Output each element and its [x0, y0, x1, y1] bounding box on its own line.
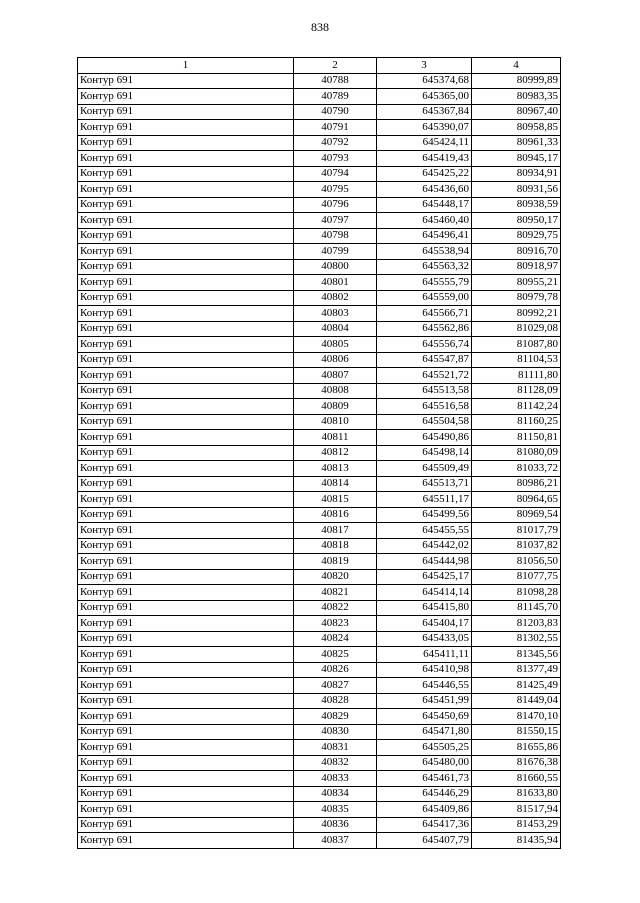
table-row	[78, 507, 561, 523]
point-number-cell: 40813	[294, 461, 377, 477]
table-row	[78, 523, 561, 539]
point-number-cell: 40828	[294, 693, 377, 709]
x-coordinate-cell: 645367,84	[377, 104, 472, 120]
table-row	[78, 554, 561, 570]
x-coordinate-cell: 645547,87	[377, 352, 472, 368]
table-row	[78, 383, 561, 399]
x-coordinate-cell: 645516,58	[377, 399, 472, 415]
contour-name-cell: Контур 691	[78, 321, 294, 337]
y-coordinate-cell: 80967,40	[472, 104, 561, 120]
y-coordinate-cell: 81676,38	[472, 755, 561, 771]
x-coordinate-cell: 645490,86	[377, 430, 472, 446]
point-number-cell: 40816	[294, 507, 377, 523]
x-coordinate-cell: 645433,05	[377, 631, 472, 647]
x-coordinate-cell: 645446,55	[377, 678, 472, 694]
contour-name-cell: Контур 691	[78, 89, 294, 105]
x-coordinate-cell: 645566,71	[377, 306, 472, 322]
contour-name-cell: Контур 691	[78, 306, 294, 322]
y-coordinate-cell: 81080,09	[472, 445, 561, 461]
x-coordinate-cell: 645461,73	[377, 771, 472, 787]
point-number-cell: 40796	[294, 197, 377, 213]
y-coordinate-cell: 81128,09	[472, 383, 561, 399]
table-row	[78, 290, 561, 306]
point-number-cell: 40835	[294, 802, 377, 818]
y-coordinate-cell: 81203,83	[472, 616, 561, 632]
x-coordinate-cell: 645559,00	[377, 290, 472, 306]
y-coordinate-cell: 80961,33	[472, 135, 561, 151]
table-row	[78, 833, 561, 849]
contour-name-cell: Контур 691	[78, 817, 294, 833]
x-coordinate-cell: 645417,36	[377, 817, 472, 833]
contour-name-cell: Контур 691	[78, 290, 294, 306]
x-coordinate-cell: 645562,86	[377, 321, 472, 337]
contour-name-cell: Контур 691	[78, 135, 294, 151]
point-number-cell: 40810	[294, 414, 377, 430]
point-number-cell: 40812	[294, 445, 377, 461]
contour-name-cell: Контур 691	[78, 461, 294, 477]
point-number-cell: 40817	[294, 523, 377, 539]
table-body	[78, 73, 561, 848]
y-coordinate-cell: 80986,21	[472, 476, 561, 492]
contour-name-cell: Контур 691	[78, 182, 294, 198]
point-number-cell: 40795	[294, 182, 377, 198]
point-number-cell: 40793	[294, 151, 377, 167]
x-coordinate-cell: 645499,56	[377, 507, 472, 523]
point-number-cell: 40836	[294, 817, 377, 833]
contour-name-cell: Контур 691	[78, 678, 294, 694]
point-number-cell: 40788	[294, 73, 377, 89]
table-row	[78, 724, 561, 740]
x-coordinate-cell: 645471,80	[377, 724, 472, 740]
contour-name-cell: Контур 691	[78, 383, 294, 399]
x-coordinate-cell: 645498,14	[377, 445, 472, 461]
point-number-cell: 40794	[294, 166, 377, 182]
y-coordinate-cell: 81435,94	[472, 833, 561, 849]
table-row	[78, 786, 561, 802]
point-number-cell: 40830	[294, 724, 377, 740]
x-coordinate-cell: 645556,74	[377, 337, 472, 353]
point-number-cell: 40809	[294, 399, 377, 415]
column-header-2: 2	[294, 58, 377, 74]
y-coordinate-cell: 80934,91	[472, 166, 561, 182]
x-coordinate-cell: 645451,99	[377, 693, 472, 709]
contour-name-cell: Контур 691	[78, 585, 294, 601]
table-row	[78, 352, 561, 368]
x-coordinate-cell: 645455,55	[377, 523, 472, 539]
contour-name-cell: Контур 691	[78, 631, 294, 647]
y-coordinate-cell: 81104,53	[472, 352, 561, 368]
point-number-cell: 40791	[294, 120, 377, 136]
contour-name-cell: Контур 691	[78, 507, 294, 523]
x-coordinate-cell: 645365,00	[377, 89, 472, 105]
point-number-cell: 40825	[294, 647, 377, 663]
y-coordinate-cell: 81345,56	[472, 647, 561, 663]
table-row	[78, 538, 561, 554]
contour-name-cell: Контур 691	[78, 492, 294, 508]
x-coordinate-cell: 645505,25	[377, 740, 472, 756]
table-row	[78, 166, 561, 182]
x-coordinate-cell: 645538,94	[377, 244, 472, 260]
y-coordinate-cell: 81077,75	[472, 569, 561, 585]
contour-name-cell: Контур 691	[78, 786, 294, 802]
x-coordinate-cell: 645425,17	[377, 569, 472, 585]
contour-name-cell: Контур 691	[78, 724, 294, 740]
y-coordinate-cell: 80958,85	[472, 120, 561, 136]
point-number-cell: 40824	[294, 631, 377, 647]
contour-name-cell: Контур 691	[78, 647, 294, 663]
table-row	[78, 104, 561, 120]
point-number-cell: 40801	[294, 275, 377, 291]
x-coordinate-cell: 645424,11	[377, 135, 472, 151]
y-coordinate-cell: 80979,78	[472, 290, 561, 306]
x-coordinate-cell: 645563,32	[377, 259, 472, 275]
y-coordinate-cell: 81660,55	[472, 771, 561, 787]
point-number-cell: 40833	[294, 771, 377, 787]
table-row	[78, 399, 561, 415]
point-number-cell: 40826	[294, 662, 377, 678]
point-number-cell: 40823	[294, 616, 377, 632]
table-row	[78, 662, 561, 678]
contour-name-cell: Контур 691	[78, 259, 294, 275]
table-row	[78, 647, 561, 663]
contour-name-cell: Контур 691	[78, 430, 294, 446]
x-coordinate-cell: 645411,11	[377, 647, 472, 663]
x-coordinate-cell: 645407,79	[377, 833, 472, 849]
point-number-cell: 40789	[294, 89, 377, 105]
point-number-cell: 40804	[294, 321, 377, 337]
x-coordinate-cell: 645446,29	[377, 786, 472, 802]
contour-name-cell: Контур 691	[78, 709, 294, 725]
x-coordinate-cell: 645480,00	[377, 755, 472, 771]
contour-name-cell: Контур 691	[78, 197, 294, 213]
contour-name-cell: Контур 691	[78, 120, 294, 136]
contour-name-cell: Контур 691	[78, 213, 294, 229]
point-number-cell: 40797	[294, 213, 377, 229]
y-coordinate-cell: 81302,55	[472, 631, 561, 647]
contour-name-cell: Контур 691	[78, 740, 294, 756]
y-coordinate-cell: 81037,82	[472, 538, 561, 554]
x-coordinate-cell: 645450,69	[377, 709, 472, 725]
table-row	[78, 414, 561, 430]
table-row	[78, 430, 561, 446]
contour-name-cell: Контур 691	[78, 833, 294, 849]
point-number-cell: 40811	[294, 430, 377, 446]
contour-name-cell: Контур 691	[78, 755, 294, 771]
point-number-cell: 40798	[294, 228, 377, 244]
x-coordinate-cell: 645410,98	[377, 662, 472, 678]
y-coordinate-cell: 80983,35	[472, 89, 561, 105]
x-coordinate-cell: 645448,17	[377, 197, 472, 213]
x-coordinate-cell: 645521,72	[377, 368, 472, 384]
contour-name-cell: Контур 691	[78, 693, 294, 709]
point-number-cell: 40803	[294, 306, 377, 322]
x-coordinate-cell: 645404,17	[377, 616, 472, 632]
contour-name-cell: Контур 691	[78, 151, 294, 167]
y-coordinate-cell: 81453,29	[472, 817, 561, 833]
x-coordinate-cell: 645444,98	[377, 554, 472, 570]
y-coordinate-cell: 80945,17	[472, 151, 561, 167]
point-number-cell: 40837	[294, 833, 377, 849]
table-row	[78, 135, 561, 151]
table-row	[78, 445, 561, 461]
contour-name-cell: Контур 691	[78, 600, 294, 616]
x-coordinate-cell: 645513,58	[377, 383, 472, 399]
y-coordinate-cell: 80950,17	[472, 213, 561, 229]
table-row	[78, 476, 561, 492]
table-row	[78, 755, 561, 771]
column-header-4: 4	[472, 58, 561, 74]
contour-name-cell: Контур 691	[78, 275, 294, 291]
y-coordinate-cell: 81449,04	[472, 693, 561, 709]
y-coordinate-cell: 80929,75	[472, 228, 561, 244]
point-number-cell: 40834	[294, 786, 377, 802]
table-row	[78, 709, 561, 725]
table-row	[78, 817, 561, 833]
y-coordinate-cell: 81098,28	[472, 585, 561, 601]
y-coordinate-cell: 80916,70	[472, 244, 561, 260]
table-row	[78, 244, 561, 260]
table-row	[78, 120, 561, 136]
y-coordinate-cell: 80918,97	[472, 259, 561, 275]
point-number-cell: 40805	[294, 337, 377, 353]
contour-name-cell: Контур 691	[78, 554, 294, 570]
point-number-cell: 40814	[294, 476, 377, 492]
table-row	[78, 771, 561, 787]
y-coordinate-cell: 81111,80	[472, 368, 561, 384]
y-coordinate-cell: 81150,81	[472, 430, 561, 446]
point-number-cell: 40792	[294, 135, 377, 151]
point-number-cell: 40829	[294, 709, 377, 725]
x-coordinate-cell: 645425,22	[377, 166, 472, 182]
table-row	[78, 631, 561, 647]
contour-name-cell: Контур 691	[78, 104, 294, 120]
point-number-cell: 40806	[294, 352, 377, 368]
contour-name-cell: Контур 691	[78, 616, 294, 632]
contour-name-cell: Контур 691	[78, 445, 294, 461]
table-row	[78, 616, 561, 632]
table-row	[78, 461, 561, 477]
x-coordinate-cell: 645509,49	[377, 461, 472, 477]
x-coordinate-cell: 645419,43	[377, 151, 472, 167]
y-coordinate-cell: 80964,65	[472, 492, 561, 508]
contour-name-cell: Контур 691	[78, 802, 294, 818]
table-row	[78, 73, 561, 89]
table-row	[78, 337, 561, 353]
table-row	[78, 802, 561, 818]
contour-name-cell: Контур 691	[78, 476, 294, 492]
y-coordinate-cell: 81517,94	[472, 802, 561, 818]
contour-name-cell: Контур 691	[78, 368, 294, 384]
table-row	[78, 321, 561, 337]
x-coordinate-cell: 645415,80	[377, 600, 472, 616]
contour-name-cell: Контур 691	[78, 399, 294, 415]
point-number-cell: 40815	[294, 492, 377, 508]
point-number-cell: 40820	[294, 569, 377, 585]
contour-name-cell: Контур 691	[78, 337, 294, 353]
y-coordinate-cell: 81029,08	[472, 321, 561, 337]
table-row	[78, 228, 561, 244]
x-coordinate-cell: 645414,14	[377, 585, 472, 601]
point-number-cell: 40802	[294, 290, 377, 306]
contour-name-cell: Контур 691	[78, 228, 294, 244]
table-row	[78, 259, 561, 275]
y-coordinate-cell: 81033,72	[472, 461, 561, 477]
table-row	[78, 585, 561, 601]
x-coordinate-cell: 645511,17	[377, 492, 472, 508]
x-coordinate-cell: 645504,58	[377, 414, 472, 430]
y-coordinate-cell: 80955,21	[472, 275, 561, 291]
x-coordinate-cell: 645555,79	[377, 275, 472, 291]
contour-name-cell: Контур 691	[78, 569, 294, 585]
point-number-cell: 40831	[294, 740, 377, 756]
table-row	[78, 569, 561, 585]
table-row	[78, 600, 561, 616]
y-coordinate-cell: 81142,24	[472, 399, 561, 415]
y-coordinate-cell: 81550,15	[472, 724, 561, 740]
y-coordinate-cell: 81145,70	[472, 600, 561, 616]
y-coordinate-cell: 81160,25	[472, 414, 561, 430]
x-coordinate-cell: 645374,68	[377, 73, 472, 89]
table-row	[78, 151, 561, 167]
table-row	[78, 197, 561, 213]
table-row	[78, 213, 561, 229]
table-row	[78, 368, 561, 384]
y-coordinate-cell: 81377,49	[472, 662, 561, 678]
y-coordinate-cell: 81056,50	[472, 554, 561, 570]
coordinates-table	[77, 57, 561, 849]
x-coordinate-cell: 645390,07	[377, 120, 472, 136]
column-header-1: 1	[78, 58, 294, 74]
x-coordinate-cell: 645442,02	[377, 538, 472, 554]
point-number-cell: 40832	[294, 755, 377, 771]
y-coordinate-cell: 81655,86	[472, 740, 561, 756]
contour-name-cell: Контур 691	[78, 662, 294, 678]
point-number-cell: 40822	[294, 600, 377, 616]
point-number-cell: 40807	[294, 368, 377, 384]
contour-name-cell: Контур 691	[78, 166, 294, 182]
contour-name-cell: Контур 691	[78, 538, 294, 554]
table-row	[78, 678, 561, 694]
contour-name-cell: Контур 691	[78, 73, 294, 89]
page-number: 838	[311, 20, 329, 34]
header-row	[78, 58, 561, 74]
point-number-cell: 40799	[294, 244, 377, 260]
table-row	[78, 693, 561, 709]
table-row	[78, 182, 561, 198]
y-coordinate-cell: 81470,10	[472, 709, 561, 725]
y-coordinate-cell: 80992,21	[472, 306, 561, 322]
y-coordinate-cell: 80969,54	[472, 507, 561, 523]
contour-name-cell: Контур 691	[78, 414, 294, 430]
contour-name-cell: Контур 691	[78, 352, 294, 368]
x-coordinate-cell: 645513,71	[377, 476, 472, 492]
point-number-cell: 40819	[294, 554, 377, 570]
x-coordinate-cell: 645460,40	[377, 213, 472, 229]
point-number-cell: 40818	[294, 538, 377, 554]
point-number-cell: 40790	[294, 104, 377, 120]
y-coordinate-cell: 80999,89	[472, 73, 561, 89]
table-row	[78, 306, 561, 322]
y-coordinate-cell: 80938,59	[472, 197, 561, 213]
y-coordinate-cell: 81017,79	[472, 523, 561, 539]
table-row	[78, 740, 561, 756]
y-coordinate-cell: 81425,49	[472, 678, 561, 694]
contour-name-cell: Контур 691	[78, 523, 294, 539]
point-number-cell: 40800	[294, 259, 377, 275]
table-row	[78, 275, 561, 291]
y-coordinate-cell: 80931,56	[472, 182, 561, 198]
y-coordinate-cell: 81087,80	[472, 337, 561, 353]
x-coordinate-cell: 645436,60	[377, 182, 472, 198]
column-header-3: 3	[377, 58, 472, 74]
y-coordinate-cell: 81633,80	[472, 786, 561, 802]
table-row	[78, 89, 561, 105]
contour-name-cell: Контур 691	[78, 771, 294, 787]
x-coordinate-cell: 645409,86	[377, 802, 472, 818]
contour-name-cell: Контур 691	[78, 244, 294, 260]
point-number-cell: 40821	[294, 585, 377, 601]
point-number-cell: 40827	[294, 678, 377, 694]
table-row	[78, 492, 561, 508]
x-coordinate-cell: 645496,41	[377, 228, 472, 244]
point-number-cell: 40808	[294, 383, 377, 399]
